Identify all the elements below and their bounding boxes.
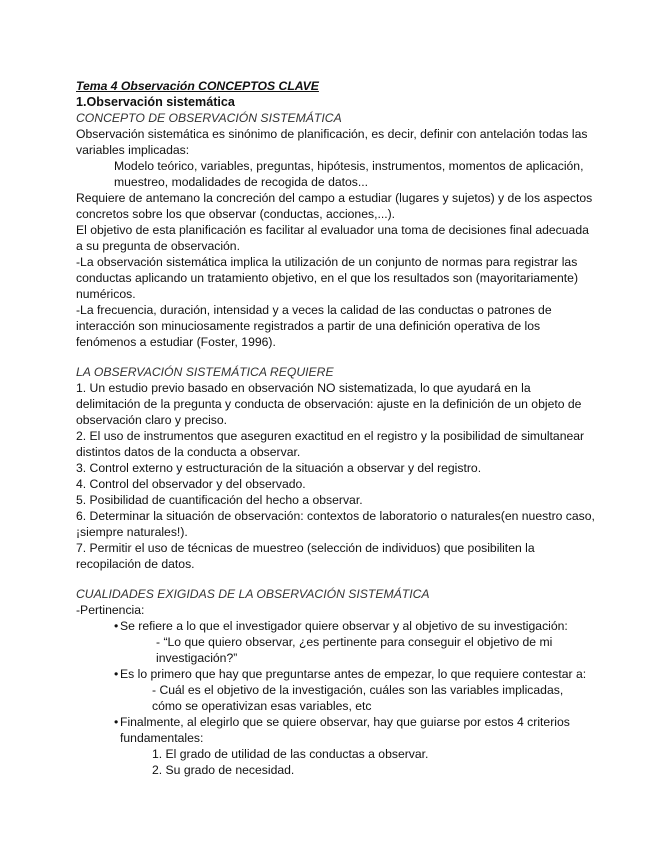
paragraph: -La frecuencia, duración, intensidad y a veces la calidad de las conductas o patrones de interacción son minuciosamente registrados a partir de una definición operativa de los fenómenos a estudiar (Foster, 1996). (76, 303, 552, 349)
document-title: Tema 4 Observación CONCEPTOS CLAVE (76, 79, 319, 93)
document-content (76, 78, 596, 778)
paragraph: Requiere de antemano la concreción del campo a estudiar (lugares y sujetos) y de los aspectos concretos sobre los que observar (conductas, acciones,...). (76, 191, 593, 221)
paragraph: -La observación sistemática implica la utilización de un conjunto de normas para registrar las conductas aplicando un tratamiento objetivo, en el que los resultados son (mayoritariamente) numéricos. (76, 255, 579, 301)
bullet-subitem: - Cuál es el objetivo de la investigación, cuáles son las variables implicadas, cómo se operativizan esas variables, etc (152, 683, 564, 713)
bullet-text: Finalmente, al elegirlo que se quiere observar, hay que guiarse por estos 4 criterios fundamentales: (120, 715, 570, 745)
bullet-subitem: - “Lo que quiero observar, ¿es pertinente para conseguir el objetivo de mi investigación?” (156, 635, 553, 665)
bullet-icon: • (114, 667, 119, 681)
paragraph: El objetivo de esta planificación es facilitar al evaluador una toma de decisiones final adecuada a su pregunta de observación. (76, 223, 589, 253)
requirement-item: 2. El uso de instrumentos que aseguren exactitud en el registro y la posibilidad de simultanear distintos datos de la conducta a observar. (76, 429, 585, 459)
criteria-item: 1. El grado de utilidad de las conductas a observar. (152, 747, 429, 761)
requirement-item: 1. Un estudio previo basado en observación NO sistematizada, lo que ayudará en la delimitación de la pregunta y conducta de observación: ajuste en la definición de un objeto de observación claro y preciso. (76, 381, 582, 427)
requires-subheading: LA OBSERVACIÓN SISTEMÁTICA REQUIERE (76, 365, 334, 379)
pertinence-label: -Pertinencia: (76, 603, 145, 617)
bullet-item (76, 618, 596, 634)
requirement-item: 5. Posibilidad de cuantificación del hecho a observar. (76, 493, 363, 507)
requirement-item: 7. Permitir el uso de técnicas de muestreo (selección de individuos) que posibiliten la recopilación de datos. (76, 541, 535, 571)
requirement-item: 6. Determinar la situación de observación: contextos de laboratorio o naturales(en nuestro caso, ¡siempre naturales!). (76, 509, 595, 539)
concept-subheading: CONCEPTO DE OBSERVACIÓN SISTEMÁTICA (76, 111, 342, 125)
bullet-icon: • (114, 619, 119, 633)
bullet-item (76, 714, 596, 746)
bullet-icon: • (114, 715, 119, 729)
criteria-item: 2. Su grado de necesidad. (152, 763, 295, 777)
bullet-text: Se refiere a lo que el investigador quiere observar y al objetivo de su investigación: (120, 619, 568, 633)
qualities-subheading: CUALIDADES EXIGIDAS DE LA OBSERVACIÓN SISTEMÁTICA (76, 587, 430, 601)
paragraph-indented: Modelo teórico, variables, preguntas, hipótesis, instrumentos, momentos de aplicación, muestreo, modalidades de recogida de datos... (114, 159, 584, 189)
requirement-item: 3. Control externo y estructuración de la situación a observar y del registro. (76, 461, 482, 475)
paragraph: Observación sistemática es sinónimo de planificación, es decir, definir con antelación todas las variables implicadas: (76, 127, 588, 157)
requirement-item: 4. Control del observador y del observado. (76, 477, 306, 491)
section-heading: 1.Observación sistemática (76, 95, 235, 109)
bullet-item (76, 666, 596, 682)
bullet-text: Es lo primero que hay que preguntarse antes de empezar, lo que requiere contestar a: (120, 667, 587, 681)
